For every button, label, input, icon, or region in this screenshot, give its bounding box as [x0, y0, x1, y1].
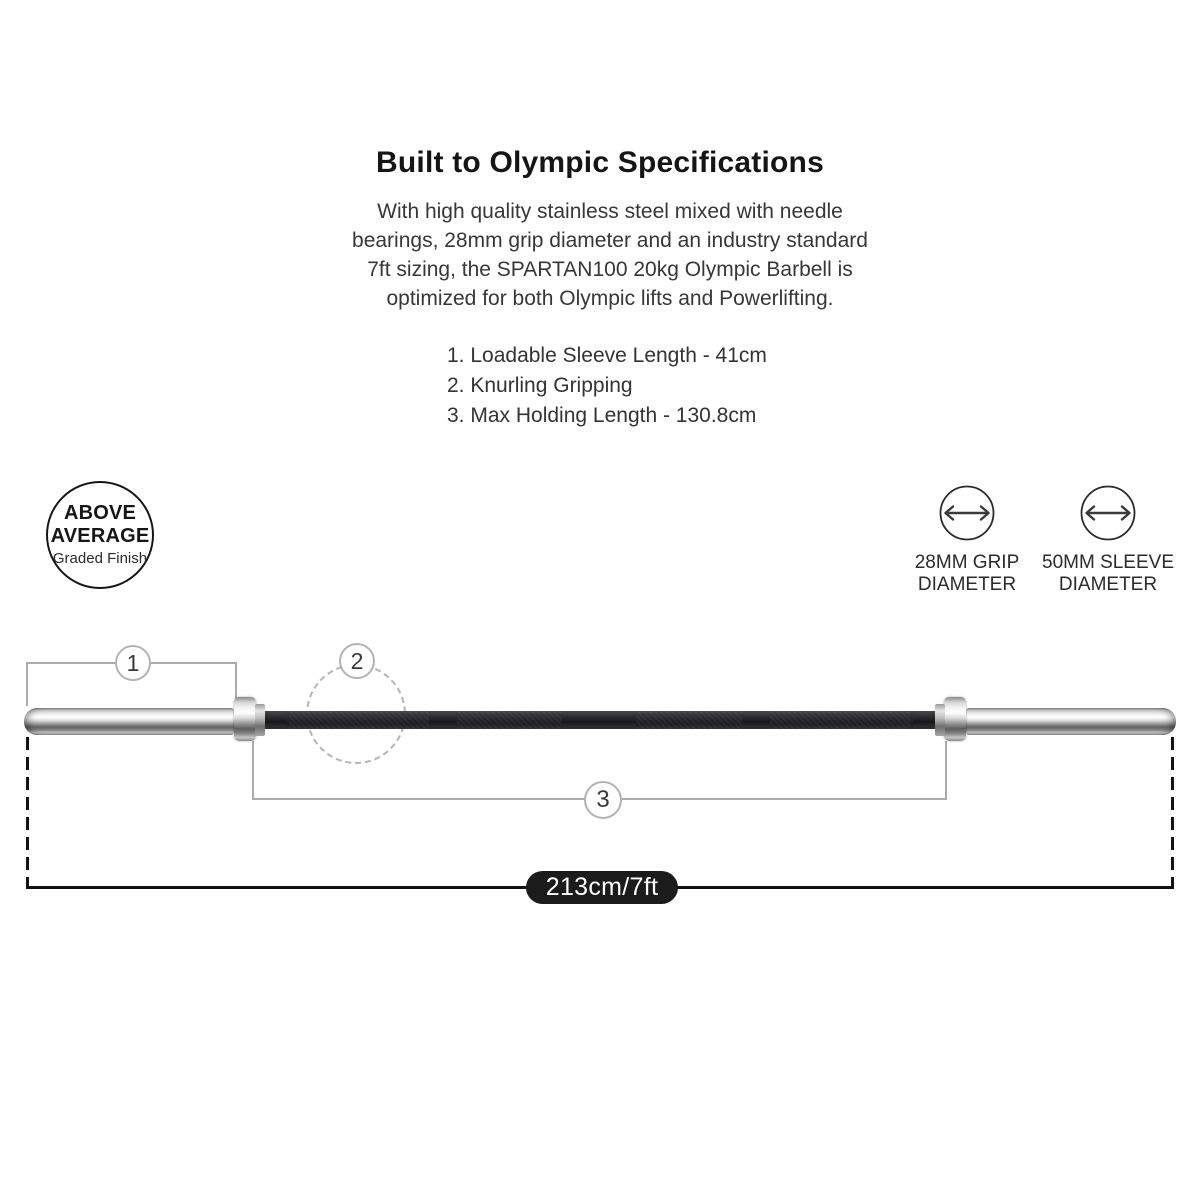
left-extent-dashed-line — [26, 737, 29, 887]
intro-paragraph — [300, 197, 920, 313]
smooth-ring — [263, 713, 287, 727]
intro-line: 7ft sizing, the SPARTAN100 20kg Olympic Barbell is — [367, 258, 853, 281]
barbell-shaft — [263, 711, 937, 729]
barbell-left-collar — [234, 697, 256, 741]
smooth-ring — [562, 713, 636, 727]
sleeve-diameter-spec — [1028, 484, 1188, 596]
sleeve-diameter-label-line2: DIAMETER — [1058, 574, 1158, 595]
intro-line: With high quality stainless steel mixed with needle — [377, 200, 843, 223]
diameter-arrow-circle-icon — [938, 484, 996, 542]
grip-diameter-spec — [887, 484, 1047, 596]
spec-list — [447, 341, 767, 431]
grip-diameter-label-line2: DIAMETER — [917, 574, 1017, 595]
smooth-ring — [429, 713, 456, 727]
sleeve-diameter-label-line1: 50MM SLEEVE — [1042, 552, 1174, 573]
barbell-right-collar — [944, 697, 966, 741]
right-extent-dashed-line — [1171, 737, 1174, 887]
intro-line: bearings, 28mm grip diameter and an industry standard — [352, 229, 868, 252]
total-length-badge: 213cm/7ft — [526, 871, 678, 904]
grip-diameter-label — [915, 552, 1020, 596]
badge-line-2: AVERAGE — [50, 525, 150, 547]
diameter-arrow-circle-icon — [1079, 484, 1137, 542]
callout-2: 2 — [339, 643, 375, 679]
callout-1: 1 — [115, 645, 151, 681]
knurl-section — [457, 711, 562, 729]
knurl-section — [637, 711, 742, 729]
grade-badge — [46, 481, 154, 589]
sleeve-diameter-label — [1042, 552, 1174, 596]
spec-item: 1. Loadable Sleeve Length - 41cm — [447, 344, 767, 367]
spec-item: 3. Max Holding Length - 130.8cm — [447, 404, 757, 427]
spec-item: 2. Knurling Gripping — [447, 374, 633, 397]
page-title: Built to Olympic Specifications — [376, 146, 824, 179]
badge-line-3: Graded Finish — [52, 550, 148, 567]
barbell-right-hub — [935, 704, 945, 736]
intro-line: optimized for both Olympic lifts and Powerlifting. — [386, 287, 834, 310]
barbell-left-hub — [255, 704, 265, 736]
barbell-right-sleeve — [966, 708, 1176, 735]
smooth-ring — [743, 713, 770, 727]
knurl-section — [770, 711, 910, 729]
badge-line-1: ABOVE — [63, 502, 137, 524]
barbell-left-sleeve — [24, 708, 234, 735]
callout-3: 3 — [584, 781, 622, 819]
knurl-section — [289, 711, 429, 729]
smooth-ring — [913, 713, 937, 727]
grip-diameter-label-line1: 28MM GRIP — [914, 552, 1020, 573]
